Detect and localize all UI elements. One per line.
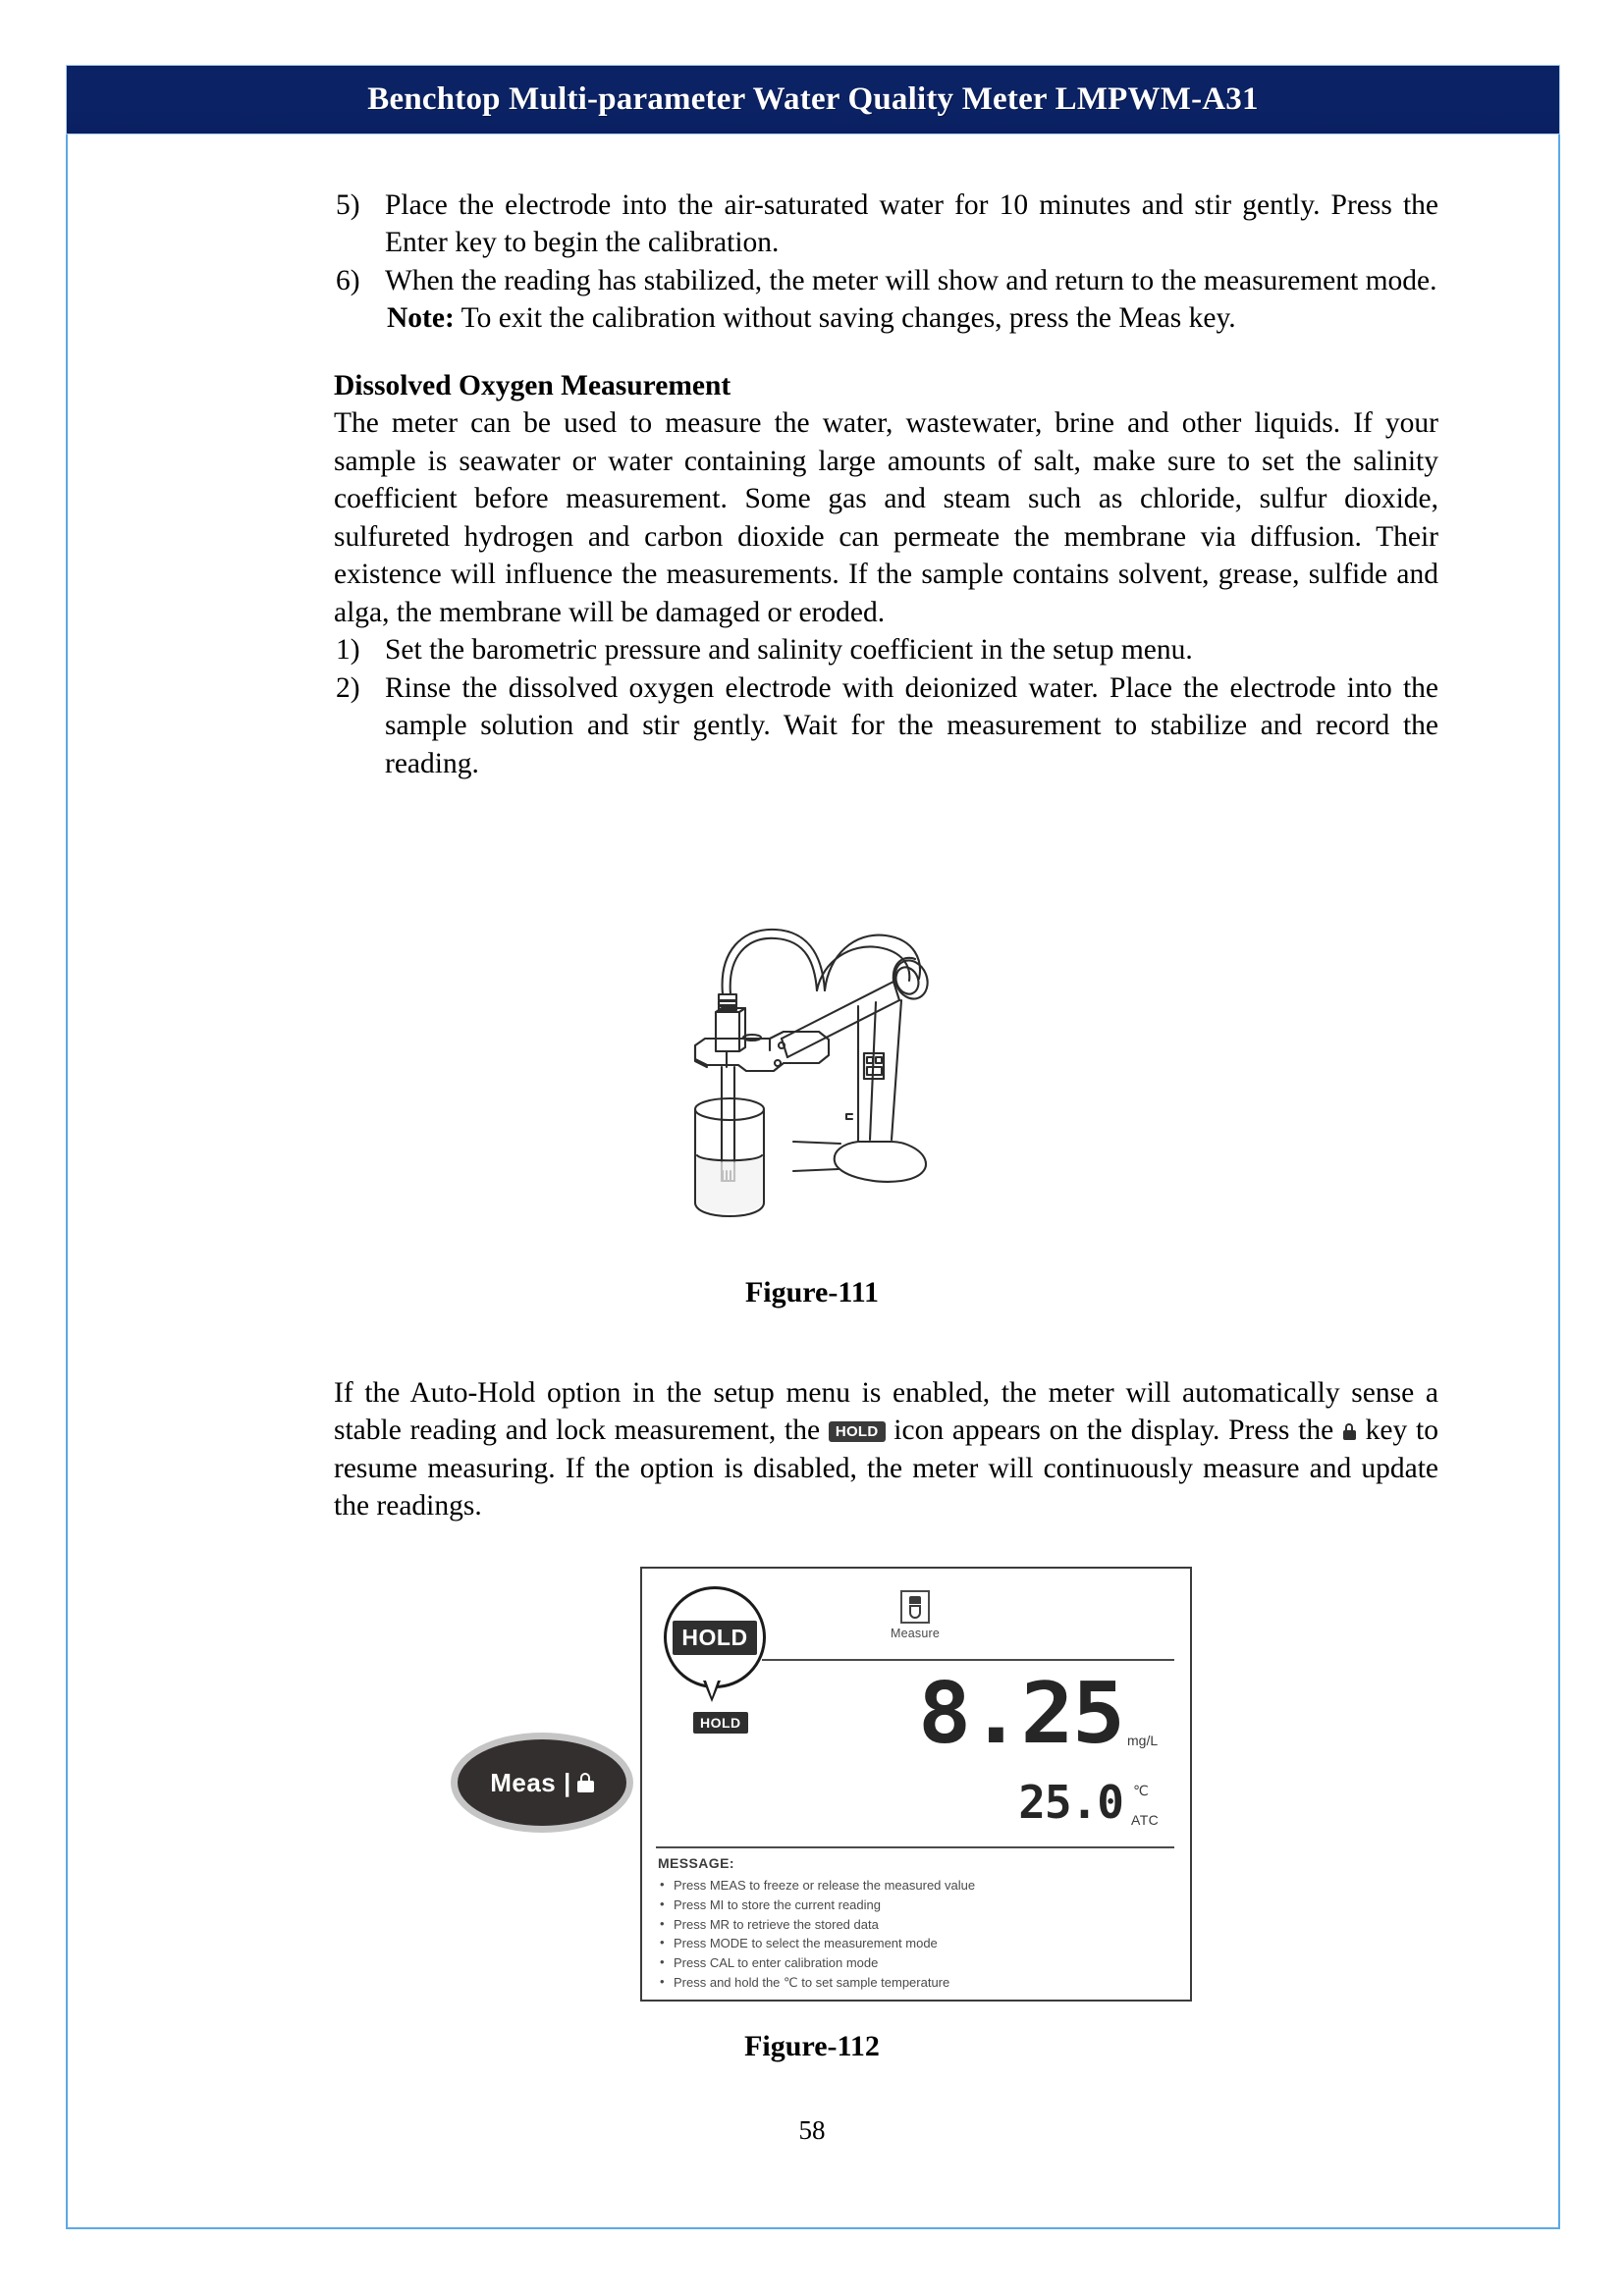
page-header-bar xyxy=(66,65,1560,134)
list-item-text: When the reading has stabilized, the meter will show and return to the measurement mode. xyxy=(385,264,1437,296)
calibration-steps-list xyxy=(334,187,1438,299)
meas-key-button[interactable] xyxy=(458,1739,626,1826)
list-item: • Press and hold the ℃ to set sample temperature xyxy=(658,1973,1168,1993)
hold-badge-icon-small: HOLD xyxy=(693,1712,748,1734)
list-item-text: Set the barometric pressure and salinity coefficient in the setup menu. xyxy=(385,634,1193,667)
autohold-paragraph-block xyxy=(334,1374,1438,1525)
list-marker: 5) xyxy=(336,189,360,221)
list-item: • Press MODE to select the measurement mode xyxy=(658,1934,1168,1953)
figure-112-caption: Figure-112 xyxy=(744,2030,880,2062)
meter-electrode-beaker-drawing xyxy=(628,908,1021,1232)
list-marker: 2) xyxy=(336,671,360,704)
list-marker: 1) xyxy=(336,634,360,667)
list-item: • Press MR to retrieve the stored data xyxy=(658,1915,1168,1935)
figure-111-caption: Figure-111 xyxy=(744,1276,880,1308)
measurement-steps-list xyxy=(334,631,1438,782)
list-item xyxy=(334,669,1438,782)
meas-key-label-group xyxy=(490,1768,594,1798)
lcd-divider-top xyxy=(762,1659,1174,1661)
list-item xyxy=(334,262,1438,299)
list-item: • Press CAL to enter calibration mode xyxy=(658,1953,1168,1973)
list-item xyxy=(334,631,1438,668)
do-reading-value: 8.25 xyxy=(917,1665,1123,1763)
lock-icon xyxy=(577,1773,594,1792)
note-text: To exit the calibration without saving changes, press the Meas key. xyxy=(454,302,1236,335)
message-list xyxy=(658,1876,1168,1993)
figure-111-illustration xyxy=(628,908,1021,1232)
list-item-text: Place the electrode into the air-saturated water for 10 minutes and stir gently. Press the Enter key to begin the calibration. xyxy=(385,189,1438,259)
measure-mode-indicator xyxy=(886,1590,945,1640)
meas-key-label: Meas | xyxy=(490,1767,571,1797)
hold-badge-icon: HOLD xyxy=(829,1421,886,1442)
atc-indicator-label: ATC xyxy=(1131,1812,1160,1828)
autohold-paragraph xyxy=(334,1374,1438,1525)
document-body xyxy=(334,187,1438,782)
temperature-reading-unit: ℃ xyxy=(1133,1783,1149,1798)
note-label: Note: xyxy=(387,302,455,335)
electrode-icon xyxy=(900,1590,930,1624)
hold-callout-bubble xyxy=(664,1586,766,1688)
autohold-text-part2: icon appears on the display. Press the xyxy=(885,1415,1342,1447)
temperature-reading-value: 25.0 xyxy=(1018,1776,1123,1829)
note-line xyxy=(334,299,1438,337)
figure-112-lcd-panel xyxy=(640,1567,1192,2002)
lcd-divider-bottom xyxy=(656,1846,1174,1848)
page-number: 58 xyxy=(798,2115,826,2145)
measure-mode-label: Measure xyxy=(890,1627,941,1640)
list-item xyxy=(334,187,1438,262)
do-reading-unit: mg/L xyxy=(1127,1733,1159,1748)
lock-icon xyxy=(1342,1422,1357,1441)
message-block-title: MESSAGE: xyxy=(658,1855,734,1871)
beaker-water-fill xyxy=(697,1157,762,1213)
message-block xyxy=(658,1855,1168,1993)
autohold-text-part1: If the Auto-Hold option in the setup menu is enabled, the meter will automatically sense a stable reading and lock measurement, the xyxy=(334,1377,1438,1447)
callout-tail xyxy=(703,1681,721,1702)
hold-badge-icon-large: HOLD xyxy=(673,1621,756,1655)
list-item: • Press MEAS to freeze or release the measured value xyxy=(658,1876,1168,1896)
autohold-text-part3: key to resume measuring. If the option is disabled, the meter will continuously measure and update the readings. xyxy=(334,1415,1438,1522)
section-paragraph: The meter can be used to measure the water, wastewater, brine and other liquids. If your sample is seawater or water containing large amounts of salt, make sure to set the salinity coefficient before measurement. Some gas and steam such as chloride, sulfur dioxide, sulfureted hydrogen and carbon dioxide can permeate the membrane via diffusion. Their existence will influence the measurements. If the sample contains solvent, grease, sulfide and alga, the membrane will be damaged or eroded. xyxy=(334,407,1438,628)
section-heading: Dissolved Oxygen Measurement xyxy=(334,369,731,401)
page-title: Benchtop Multi-parameter Water Quality Meter LMPWM-A31 xyxy=(367,81,1259,117)
list-marker: 6) xyxy=(336,264,360,296)
list-item-text: Rinse the dissolved oxygen electrode with deionized water. Place the electrode into the sample solution and stir gently. Wait for the measurement to stabilize and record the reading. xyxy=(385,671,1438,779)
list-item: • Press MI to store the current reading xyxy=(658,1896,1168,1915)
